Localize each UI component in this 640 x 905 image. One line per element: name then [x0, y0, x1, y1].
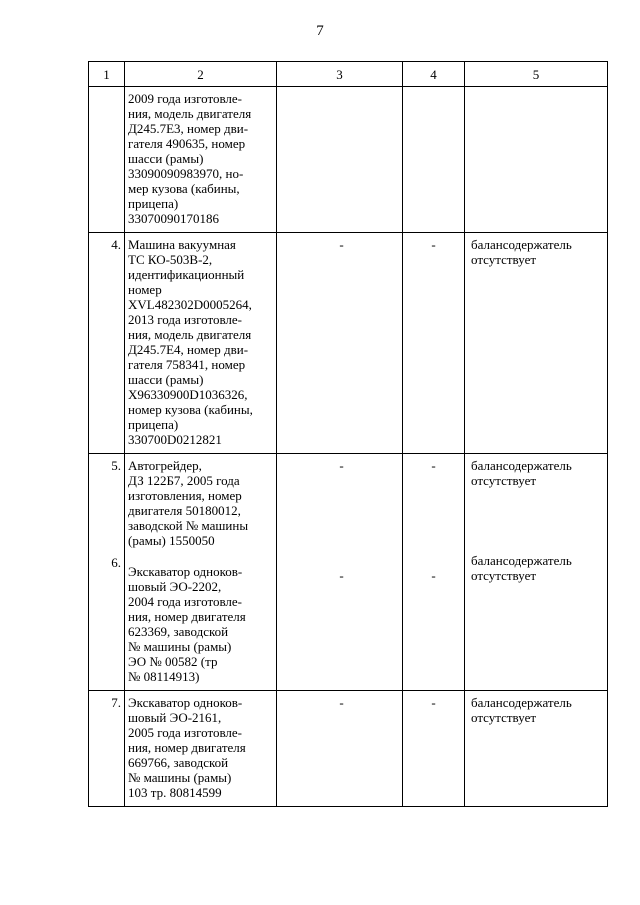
- table-row: [89, 454, 608, 691]
- row-number: 7.: [111, 695, 121, 710]
- description-cell: [125, 454, 277, 691]
- col5-cell: [465, 87, 608, 233]
- row-number-cell: [89, 454, 125, 691]
- row-description: Автогрейдер, ДЗ 122Б7, 2005 года изготовления, номер двигателя 50180012, заводской № машины (рамы) 1550050: [128, 458, 249, 548]
- description-cell: [125, 691, 277, 807]
- row-description: 2009 года изготовле- ния, модель двигателя Д245.7Е3, номер дви- гателя 490635, номер шасси (рамы) 33090090983970, но- мер кузова (кабины, прицепа) 33070090170186: [128, 91, 252, 226]
- col4-value: -: [431, 568, 436, 583]
- header-col-4: 4: [403, 62, 465, 87]
- col5-value: [465, 87, 607, 91]
- row-description: Экскаватор одноков- шовый ЭО-2161, 2005 года изготовле- ния, номер двигателя 669766, заводской № машины (рамы) 103 тр. 80814599: [128, 695, 246, 800]
- registry-table: [88, 61, 608, 807]
- col5-value: балансодержатель отсутствует: [471, 553, 572, 583]
- header-col-2: 2: [125, 62, 277, 87]
- col3-value: [277, 87, 402, 91]
- row-number-cell: [89, 87, 125, 233]
- row-number-cell: [89, 233, 125, 454]
- col5-value: балансодержатель отсутствует: [471, 695, 572, 725]
- col5-cell: [465, 233, 608, 454]
- col4-value: -: [431, 695, 436, 710]
- col4-value: -: [431, 458, 436, 473]
- col5-value: балансодержатель отсутствует: [471, 458, 572, 488]
- col3-cell: [277, 691, 403, 807]
- page-number: 7: [316, 23, 324, 39]
- row-description: Экскаватор одноков- шовый ЭО-2202, 2004 года изготовле- ния, номер двигателя 623369, заводской № машины (рамы) ЭО № 00582 (тр № 08114913): [128, 564, 246, 684]
- col5-cell: [465, 454, 608, 691]
- col5-value: балансодержатель отсутствует: [471, 237, 572, 267]
- header-col-3: 3: [277, 62, 403, 87]
- col4-cell: [403, 87, 465, 233]
- col3-cell: [277, 233, 403, 454]
- table-row: [89, 87, 608, 233]
- col4-value: -: [431, 237, 436, 252]
- row-description: Машина вакуумная ТС КО-503В-2, идентификационный номер XVL482302D0005264, 2013 года изготовле- ния, модель двигателя Д245.7Е4, номер дви- гателя 758341, номер шасси (рамы) X96330900D1036326, номер кузова (кабины, прицепа) 330700D0212821: [128, 237, 253, 447]
- col3-value: -: [339, 568, 344, 583]
- row-number-cell: [89, 691, 125, 807]
- col3-value: -: [339, 237, 344, 252]
- table-row: [89, 233, 608, 454]
- col4-cell: [403, 233, 465, 454]
- table-row: [89, 691, 608, 807]
- col3-value: -: [339, 458, 344, 473]
- col3-cell: [277, 87, 403, 233]
- col4-value: [403, 87, 464, 91]
- row-number: 5.: [111, 458, 121, 473]
- header-col-1: 1: [89, 62, 125, 87]
- col4-cell: [403, 691, 465, 807]
- col4-cell: [403, 454, 465, 691]
- description-cell: [125, 87, 277, 233]
- row-number: 4.: [111, 237, 121, 252]
- row-number: 6.: [111, 555, 121, 570]
- col3-value: -: [339, 695, 344, 710]
- table-header-row: [89, 62, 608, 87]
- description-cell: [125, 233, 277, 454]
- header-col-5: 5: [465, 62, 608, 87]
- col5-cell: [465, 691, 608, 807]
- col3-cell: [277, 454, 403, 691]
- row-number: [89, 87, 124, 91]
